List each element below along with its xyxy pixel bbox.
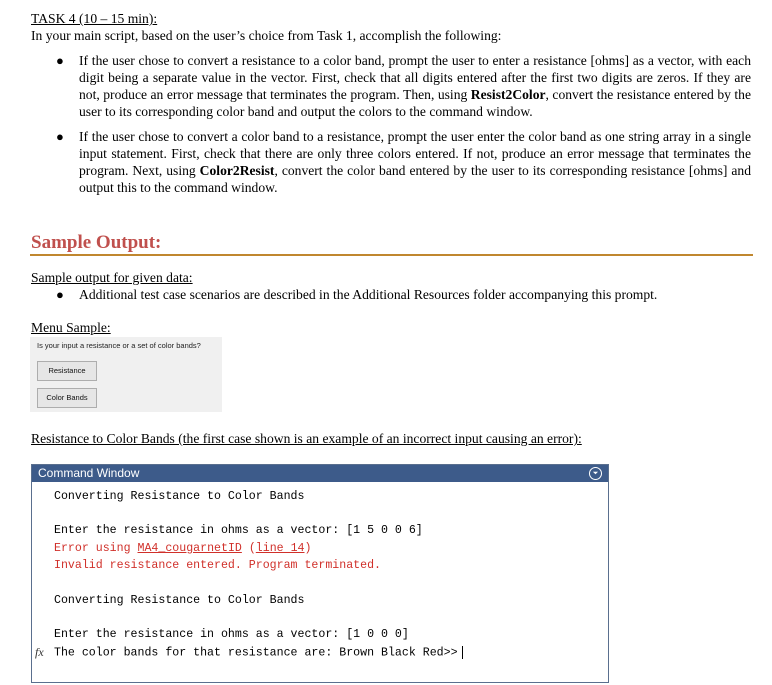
color-bands-button[interactable]: Color Bands — [37, 388, 97, 408]
bullet-dot: ● — [56, 129, 64, 144]
text-cursor — [462, 646, 463, 659]
task-bullet-2: ● If the user chose to convert a color band to a resistance, prompt the user enter the color band as one string array in a single input statement. First, check that there are only three colors entered. If not, produce an error message that terminates the program. Next, using Color2Resist, convert the color band entered by the user to its corresponding resistance [ohms] and output this to the command window. — [56, 129, 751, 195]
sample-bullet: ● Additional test case scenarios are described in the Additional Resources folder accompanying this prompt. — [56, 287, 658, 302]
cmd-line: Converting Resistance to Color Bands — [54, 490, 305, 503]
error-line-link[interactable]: line 14 — [255, 542, 305, 555]
cmd-prompt-line[interactable]: The color bands for that resistance are: Brown Black Red>> — [54, 646, 463, 660]
sample-bullet-list — [31, 286, 751, 303]
error-function-link[interactable]: MA4_cougarnetID — [137, 542, 242, 555]
bullet-dot: ● — [56, 287, 64, 302]
command-window-title: Command Window — [38, 466, 140, 480]
command-window[interactable] — [31, 464, 609, 683]
window-menu-icon[interactable]: ⏷ — [589, 467, 602, 480]
r2c-label: Resistance to Color Bands (the first case shown is an example of an incorrect input causing an error): — [31, 431, 582, 446]
cmd-error-message: Invalid resistance entered. Program terminated. — [54, 559, 381, 572]
sample-given-label: Sample output for given data: — [31, 270, 193, 285]
cmd-line: Converting Resistance to Color Bands — [54, 594, 305, 607]
cmd-line: Enter the resistance in ohms as a vector: [1 0 0 0] — [54, 628, 409, 641]
menu-sample-label: Menu Sample: — [31, 320, 111, 335]
cmd-line: Enter the resistance in ohms as a vector: [1 5 0 0 6] — [54, 524, 423, 537]
task-intro: In your main script, based on the user’s choice from Task 1, accomplish the following: — [31, 28, 502, 43]
resistance-button[interactable]: Resistance — [37, 361, 97, 381]
sample-output-title: Sample Output: — [31, 232, 162, 253]
task-bullet-list — [31, 52, 751, 196]
task-heading: TASK 4 (10 – 15 min): — [31, 11, 158, 26]
cmd-error-line: Error using MA4_cougarnetID (line 14) — [54, 542, 312, 555]
command-window-header — [32, 465, 608, 482]
fx-icon: fx — [35, 645, 44, 659]
menu-dialog — [30, 337, 222, 412]
task-bullet-1: ● If the user chose to convert a resistance to a color band, prompt the user to enter a resistance [ohms] as a vector, with each digit being a separate value in the vector. First, check that all digits entered after the first two digits are zeros. If they are not, produce an error message that terminates the program. Then, using Resist2Color, convert the resistance entered by the user to its corresponding color band and output the colors to the command window. — [56, 53, 752, 119]
menu-question: Is your input a resistance or a set of color bands? — [37, 341, 201, 350]
bullet-dot: ● — [56, 53, 64, 68]
section-divider — [30, 254, 753, 256]
